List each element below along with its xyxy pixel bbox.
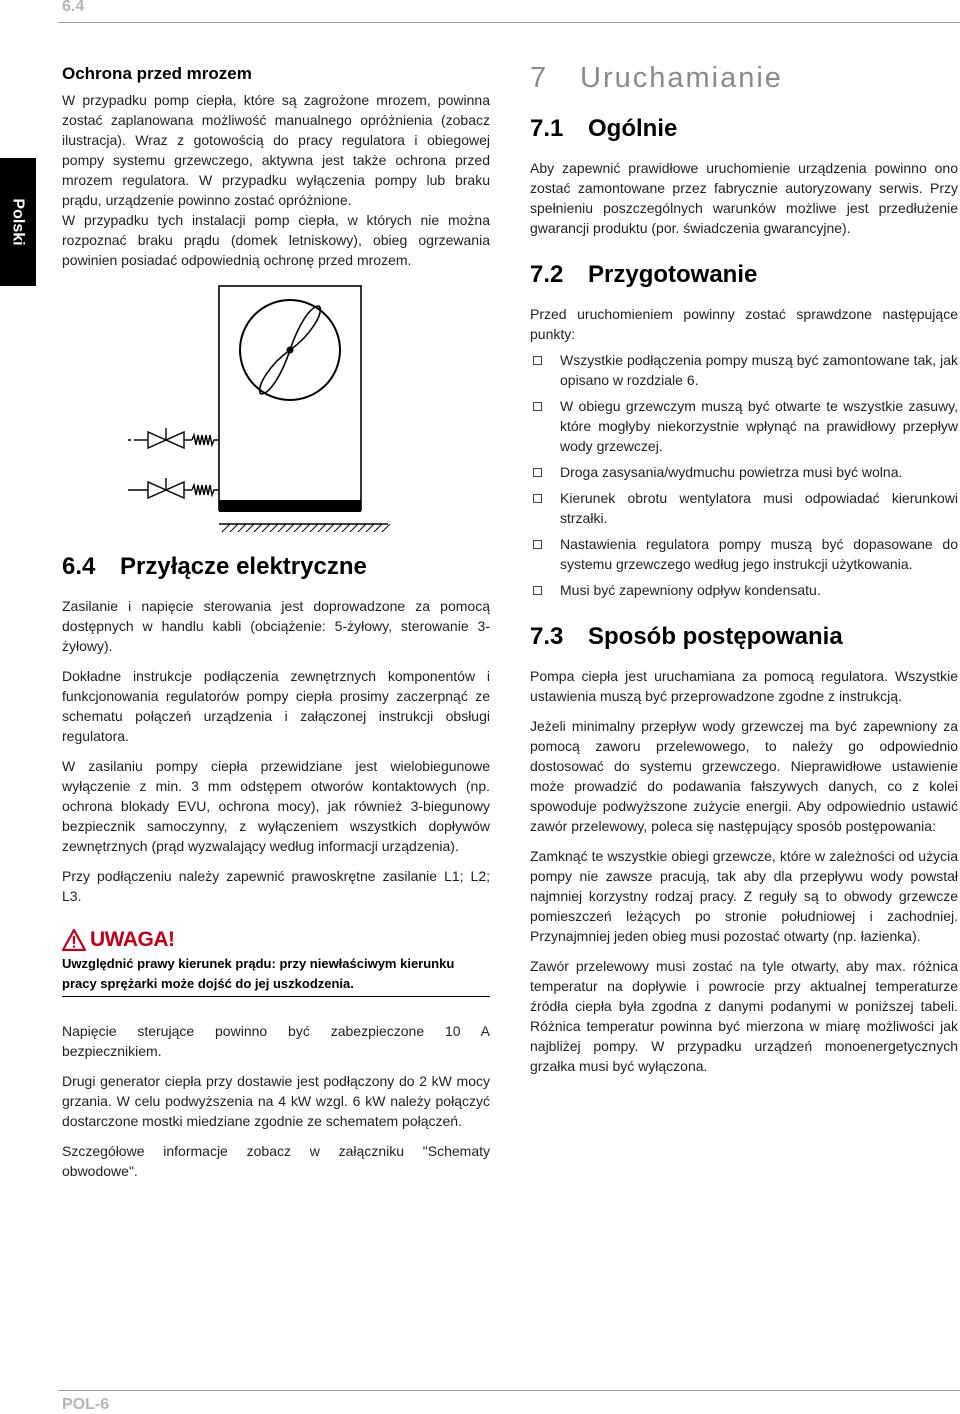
- section-7-1-number: 7.1: [530, 115, 564, 142]
- procedure-paragraph-1: Pompa ciepła jest uruchamiana za pomocą regulatora. Wszystkie ustawienia muszą być przeprowadzone zgodne z instrukcją.: [530, 668, 958, 704]
- general-paragraph: Aby zapewnić prawidłowe uruchomienie urządzenia powinno ono zostać zamontowane przez fabrycznie autoryzowany serwis. Przy spełnieniu poszczególnych warunków możliwe jest przedłużenie gwarancji produktu (por. świadczenia gwarancyjne).: [530, 160, 958, 236]
- frost-paragraph-1: W przypadku pomp ciepła, które są zagrożone mrozem, powinna zostać zaplanowana możliwość manualnego opróżnienia (zobacz ilustracja). Wraz z gotowością do pracy regulatora i obiegowej pompy systemu grzewczego, aktywna jest także ochrona przed mrozem regulatora. W przypadku wyłączenia pompy lub braku prądu, urządzenie powinno zostać opróżnione.: [62, 92, 490, 208]
- language-tab: [0, 158, 36, 286]
- checklist-item: Musi być zapewniony odpływ kondensatu.: [530, 580, 958, 600]
- warning-header: [62, 928, 490, 952]
- section-7-1-heading: [530, 114, 958, 144]
- checklist-item: W obiegu grzewczym muszą być otwarte te wszystkie zasuwy, które mogłyby niekorzystnie wpłynąć na prawidłowy przepływ wody grzewczej.: [530, 396, 958, 456]
- section-7-2-title: Przygotowanie: [588, 261, 758, 288]
- lower-pipe: [128, 478, 219, 498]
- section-7-2-number: 7.2: [530, 261, 564, 288]
- footer-divider: [58, 1390, 960, 1391]
- electrical-paragraph-6: Drugi generator ciepła przy dostawie jest podłączony do 2 kW mocy grzania. W celu podwyższenia na 4 kW wzgl. 6 kW należy połączyć dostarczone mostki miedziane zgodnie ze schematem połączeń.: [62, 1073, 490, 1129]
- checklist-item: Nastawienia regulatora pompy muszą być dopasowane do systemu grzewczego według jego instrukcji użytkowania.: [530, 534, 958, 574]
- section-7-3-number: 7.3: [530, 623, 564, 650]
- electrical-paragraph-7: Szczegółowe informacje zobacz w załączniku "Schematy obwodowe".: [62, 1143, 490, 1179]
- section-7-3-heading: [530, 622, 958, 652]
- frost-protection-heading: Ochrona przed mrozem: [62, 64, 252, 83]
- electrical-paragraph-2: Dokładne instrukcje podłączenia zewnętrznych komponentów i funkcjonowania regulatorów pompy ciepła prosimy zaczerpnąć ze schematu połączeń urządzenia i załączonej instrukcji obsługi regulatora.: [62, 668, 490, 744]
- procedure-paragraph-2: Jeżeli minimalny przepływ wody grzewczej ma być zapewniony za pomocą zaworu przelewowego, to należy go odpowiednio dostosować do systemu grzewczego. Nieprawidłowe ustawienie może prowadzić do podawania fałszywych danych, co z kolei spowoduje podwyższone zużycie energii. Aby odpowiednio ustawić zawór przelewowy, poleca się następujący sposób postępowania:: [530, 718, 958, 834]
- section-7-2-heading: [530, 260, 958, 290]
- electrical-paragraph-5: Napięcie sterujące powinno być zabezpieczone 10 A bezpiecznikiem.: [62, 1023, 490, 1059]
- frost-paragraph-2: W przypadku tych instalacji pomp ciepła, w których nie można rozpoznać braku prądu (domek letniskowy), obieg ogrzewania powinien posiadać odpowiednią ochronę przed mrozem.: [62, 212, 490, 268]
- warning-title: UWAGA!: [90, 928, 175, 951]
- right-column: [530, 60, 958, 1086]
- electrical-paragraph-4: Przy podłączeniu należy zapewnić prawoskrętne zasilanie L1; L2; L3.: [62, 868, 490, 904]
- upper-pipe: [128, 428, 219, 448]
- section-number-header: 6.4: [62, 0, 85, 15]
- fan-hub: [287, 347, 294, 354]
- ground-hatching: [222, 524, 390, 532]
- chapter-7-title: Uruchamianie: [580, 62, 783, 94]
- section-7-1-title: Ogólnie: [588, 115, 678, 142]
- frost-drain-illustration: [126, 282, 426, 540]
- warning-text: Uwzględnić prawy kierunek prądu: przy niewłaściwym kierunku pracy sprężarki może dojść do jej uszkodzenia.: [62, 954, 490, 997]
- section-6-4-heading: [62, 552, 490, 582]
- heat-pump-casing: [219, 286, 361, 510]
- checklist-item: Wszystkie podłączenia pompy muszą być zamontowane tak, jak opisano w rozdziale 6.: [530, 350, 958, 390]
- page-number: POL-6: [62, 1396, 110, 1413]
- header-divider: [58, 22, 960, 23]
- left-column: [62, 64, 490, 1191]
- section-6-4-number: 6.4: [62, 553, 96, 580]
- section-7-3-title: Sposób postępowania: [588, 623, 843, 650]
- heat-pump-drawing: [126, 282, 426, 540]
- chapter-7-heading: [530, 60, 958, 96]
- unit-base: [219, 500, 361, 512]
- electrical-paragraph-1: Zasilanie i napięcie sterowania jest doprowadzone za pomocą dostępnych w handlu kabli (obciążenie: 5-żyłowy, sterowanie 3-żyłowy).: [62, 598, 490, 654]
- warning-triangle-icon: [62, 929, 86, 951]
- language-tab-label: Polski: [10, 198, 28, 246]
- chapter-7-number: 7: [530, 62, 549, 94]
- preparation-intro: Przed uruchomieniem powinny zostać sprawdzone następujące punkty:: [530, 306, 958, 342]
- checklist-item: Kierunek obrotu wentylatora musi odpowiadać kierunkowi strzałki.: [530, 488, 958, 528]
- section-6-4-title: Przyłącze elektryczne: [120, 553, 367, 580]
- checklist-item: Droga zasysania/wydmuchu powietrza musi być wolna.: [530, 462, 958, 482]
- preparation-checklist: [530, 350, 958, 600]
- electrical-paragraph-3: W zasilaniu pompy ciepła przewidziane jest wielobiegunowe wyłączenie z min. 3 mm odstępem otworów kontaktowych (np. ochrona blokady EVU, ochrona mocy), jak również 3-biegunowy bezpiecznik samoczynny, z wyłączeniem wszystkich dopływów zewnętrznych (prąd wyzwalający według informacji urządzenia).: [62, 758, 490, 854]
- procedure-paragraph-3: Zamknąć te wszystkie obiegi grzewcze, które w zależności od użycia pompy nie zawsze pracują, tak aby dla przepływu wody powstał najmniej korzystny rodzaj pracy. Z reguły są to obwody grzewcze pomieszczeń leżących po stronie południowej i zachodniej. Przynajmniej jeden obieg musi pozostać otwarty (np. łazienka).: [530, 848, 958, 944]
- procedure-paragraph-4: Zawór przelewowy musi zostać na tyle otwarty, aby max. różnica temperatur na dopływie i powrocie przy aktualnej temperaturze źródła ciepła była zgodna z danymi podanymi w poniższej tabeli. Różnica temperatur powinna być mierzona w miarę możliwości jak najbliżej pompy. W przypadku urządzeń monoenergetycznych grzałka musi być wyłączona.: [530, 958, 958, 1074]
